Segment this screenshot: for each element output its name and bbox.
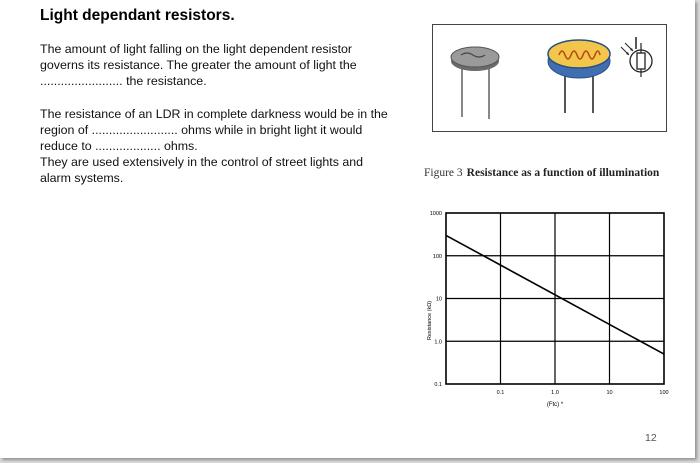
y-tick-label: 1.0 <box>434 339 442 346</box>
x-tick-label: 1.0 <box>551 390 559 396</box>
figure-caption <box>424 167 659 179</box>
paragraph-dark-resistance <box>40 106 392 154</box>
paragraph-uses <box>40 154 392 186</box>
figure-label: Figure 3 <box>424 167 463 179</box>
text-line: They are used extensively in the control of street lights and <box>40 155 364 169</box>
ldr-large-image <box>548 40 610 113</box>
page-number: 12 <box>645 432 657 444</box>
paragraph-light-resistance <box>40 41 392 89</box>
y-tick-label: 1000 <box>429 211 442 217</box>
text-line: The amount of light falling on the light dependent resistor <box>40 42 353 56</box>
ldr-symbol-icon <box>621 37 652 77</box>
x-tick-label: 100 <box>659 390 669 396</box>
text-line: ........................ the resistance. <box>40 74 207 88</box>
y-axis-label: Resistance (kΩ) <box>427 300 433 341</box>
y-tick-label: 0.1 <box>434 382 442 388</box>
x-tick-label: 10 <box>606 390 613 396</box>
y-tick-label: 10 <box>435 296 442 303</box>
ldr-photo <box>432 24 667 132</box>
x-axis-label: (Ftc) * <box>546 402 564 408</box>
resistance-chart <box>420 205 670 420</box>
text-line: governs its resistance. The greater the amount of light the <box>40 58 357 72</box>
page-title: Light dependant resistors. <box>40 7 235 24</box>
text-line: The resistance of an LDR in complete darkness would be in the <box>40 107 388 121</box>
x-tick-label: 0.1 <box>496 390 505 396</box>
ldr-small-image <box>451 47 499 119</box>
y-tick-label: 100 <box>432 253 442 260</box>
figure-title: Resistance as a function of illumination <box>466 167 660 179</box>
text-line: reduce to ................... ohms. <box>40 139 198 153</box>
ldr-illustration <box>433 25 666 131</box>
text-line: alarm systems. <box>40 171 124 185</box>
text-line: region of ......................... ohms while in bright light it would <box>40 123 363 137</box>
